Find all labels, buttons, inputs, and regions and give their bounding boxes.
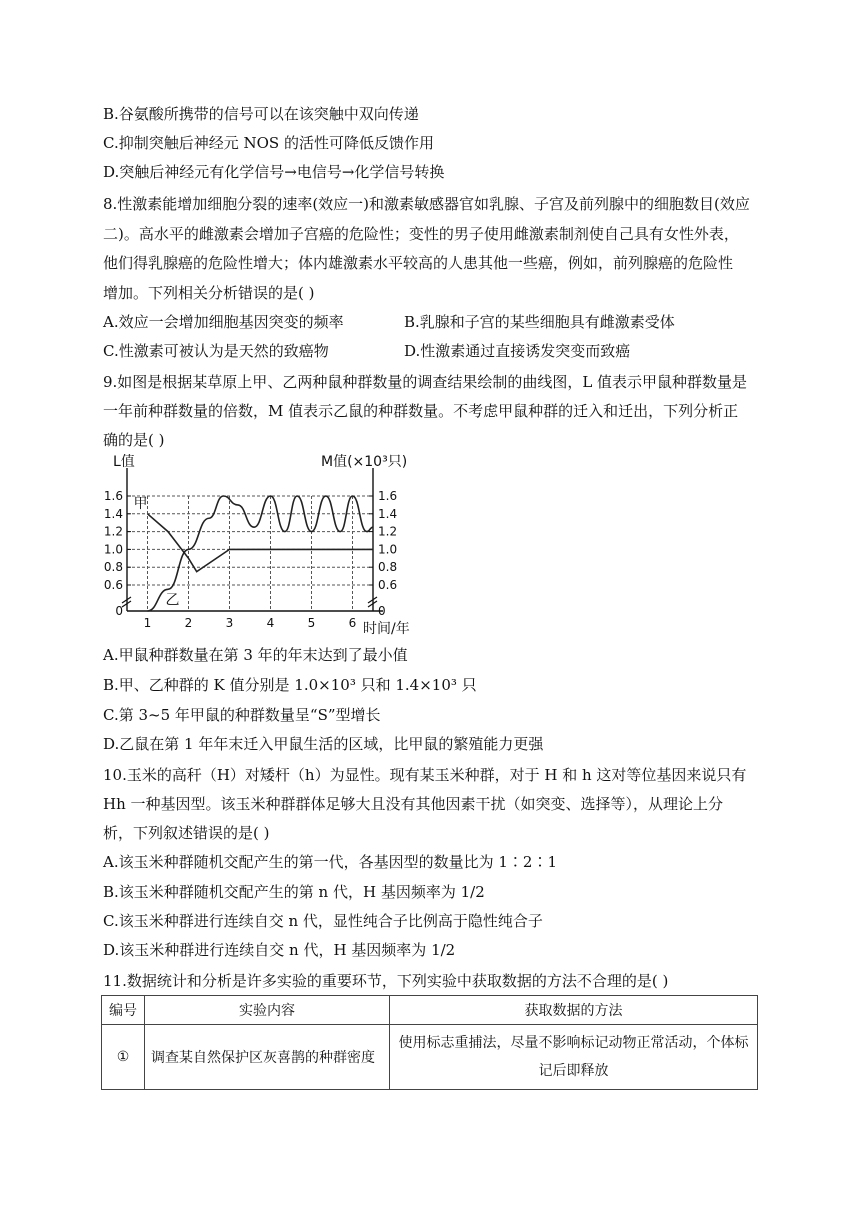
row-method: 使用标志重捕法，尽量不影响标记动物正常活动，个体标记后即释放: [390, 1025, 758, 1090]
q8-option-d: D.性激素通过直接诱发突变而致癌: [404, 342, 631, 360]
y-axis-label-left: L值: [113, 454, 135, 470]
q10-option-b: B.该玉米种群随机交配产生的第 n 代，H 基因频率为 1/2: [103, 883, 485, 901]
header-number: 编号: [102, 996, 145, 1025]
x-tick-label: 6: [348, 616, 357, 630]
q11-stem: 11.数据统计和分析是许多实验的重要环节，下列实验中获取数据的方法不合理的是( ): [103, 972, 669, 990]
q10-option-d: D.该玉米种群进行连续自交 n 代，H 基因频率为 1/2: [103, 941, 456, 959]
table-row: [102, 1025, 758, 1090]
q9-stem-3: 确的是( ): [103, 431, 165, 449]
y-tick-label-right: 1.4: [378, 506, 398, 521]
q10-stem-1: 10.玉米的高秆（H）对矮杆（h）为显性。现有某玉米种群，对于 H 和 h 这对等位基因来说只有: [103, 766, 747, 784]
y-axis-label-right: M值(×10³只): [321, 454, 408, 470]
series-line-yi: [148, 496, 374, 611]
row-number: ①: [102, 1025, 145, 1090]
q8-option-b: B.乳腺和子宫的某些细胞具有雌激素受体: [404, 313, 675, 331]
q9-option-d: D.乙鼠在第 1 年年末迁入甲鼠生活的区域，比甲鼠的繁殖能力更强: [103, 735, 544, 753]
y-tick-label-right: 0: [378, 604, 386, 618]
series-label-yi: 乙: [165, 592, 180, 609]
x-tick-label: 2: [184, 616, 193, 630]
q8-option-c: C.性激素可被认为是天然的致癌物: [103, 342, 329, 360]
header-method: 获取数据的方法: [390, 996, 758, 1025]
y-tick-label-left: 0.8: [103, 560, 123, 575]
q7-option-d: D.突触后神经元有化学信号→电信号→化学信号转换: [103, 163, 445, 181]
x-tick-label: 3: [225, 616, 234, 630]
x-axis-label: 时间/年: [363, 621, 410, 636]
q10-stem-3: 析，下列叙述错误的是( ): [103, 824, 270, 842]
table-header-row: [102, 996, 758, 1025]
y-tick-label-left: 0.6: [103, 578, 123, 592]
q9-option-c: C.第 3~5 年甲鼠的种群数量呈“S”型增长: [103, 706, 381, 724]
y-tick-label-right: 1.0: [378, 542, 398, 557]
x-tick-label: 5: [307, 616, 316, 630]
q9-option-b: B.甲、乙种群的 K 值分别是 1.0×10³ 只和 1.4×10³ 只: [103, 676, 477, 694]
population-chart: [100, 452, 420, 636]
y-tick-label-right: 0.8: [378, 560, 398, 575]
q7-option-b: B.谷氨酸所携带的信号可以在该突触中双向传递: [103, 105, 419, 123]
q7-option-c: C.抑制突触后神经元 NOS 的活性可降低反馈作用: [103, 134, 434, 152]
x-tick-label: 4: [266, 616, 275, 630]
y-tick-label-left: 1.2: [103, 524, 123, 539]
q10-option-c: C.该玉米种群进行连续自交 n 代，显性纯合子比例高于隐性纯合子: [103, 912, 543, 930]
q8-stem-2: 二)。高水平的雌激素会增加子宫癌的危险性；变性的男子使用雌激素制剂使自己具有女性外表，: [103, 225, 739, 243]
q10-option-a: A.该玉米种群随机交配产生的第一代，各基因型的数量比为 1∶2∶1: [103, 853, 558, 871]
y-tick-label-right: 1.6: [378, 489, 398, 503]
q8-option-a: A.效应一会增加细胞基因突变的频率: [103, 313, 344, 331]
row-content: 调查某自然保护区灰喜鹊的种群密度: [145, 1025, 390, 1090]
y-tick-label-left: 0: [115, 604, 123, 618]
q10-stem-2: Hh 一种基因型。该玉米种群群体足够大且没有其他因素干扰（如突变、选择等），从理论上分: [103, 795, 724, 813]
y-tick-label-left: 1.0: [103, 542, 123, 557]
y-tick-label-left: 1.4: [103, 506, 123, 521]
q9-option-a: A.甲鼠种群数量在第 3 年的年末达到了最小值: [103, 646, 408, 664]
y-tick-label-right: 0.6: [378, 578, 398, 592]
x-tick-label: 1: [143, 616, 152, 630]
y-tick-label-left: 1.6: [103, 489, 123, 503]
q9-stem-2: 一年前种群数量的倍数，M 值表示乙鼠的种群数量。不考虑甲鼠种群的迁入和迁出，下列分析正: [103, 402, 739, 420]
q9-stem-1: 9.如图是根据某草原上甲、乙两种鼠种群数量的调查结果绘制的曲线图，L 值表示甲鼠种群数量是: [103, 373, 748, 391]
y-tick-label-right: 1.2: [378, 524, 398, 539]
series-line-jia: [148, 514, 374, 572]
header-content: 实验内容: [145, 996, 390, 1025]
q8-stem-4: 增加。下列相关分析错误的是( ): [103, 284, 315, 302]
q8-stem-3: 他们得乳腺癌的危险性增大；体内雄激素水平较高的人患其他一些癌，例如，前列腺癌的危险性: [103, 254, 734, 272]
data-method-table: [101, 995, 758, 1090]
q8-stem-1: 8.性激素能增加细胞分裂的速率(效应一)和激素敏感器官如乳腺、子宫及前列腺中的细胞数目(效应: [103, 195, 750, 213]
series-label-jia: 甲: [133, 495, 148, 512]
